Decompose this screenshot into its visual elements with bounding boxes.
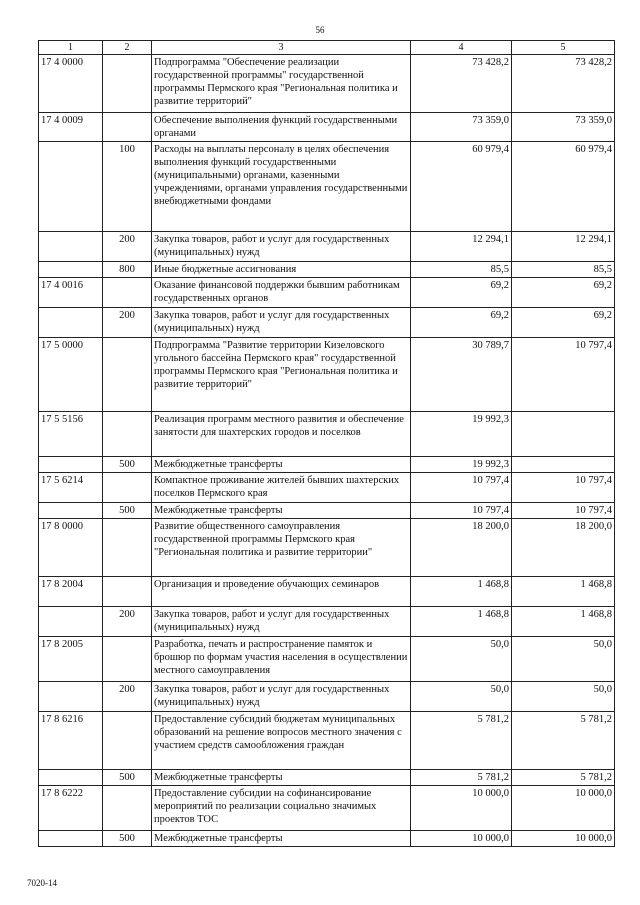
expense-type: [103, 519, 152, 577]
amount-col-5: 69,2: [512, 308, 615, 338]
target-code: 17 4 0000: [39, 55, 103, 113]
target-code: 17 8 0000: [39, 519, 103, 577]
item-name: Межбюджетные трансферты: [152, 457, 411, 473]
item-name: Иные бюджетные ассигнования: [152, 262, 411, 278]
amount-col-5: 5 781,2: [512, 712, 615, 770]
table-row: [39, 232, 615, 262]
target-code: [39, 831, 103, 847]
item-name: Закупка товаров, работ и услуг для государственных (муниципальных) нужд: [152, 232, 411, 262]
header-col-3: 3: [152, 41, 411, 55]
expense-type: 200: [103, 232, 152, 262]
amount-col-4: 60 979,4: [411, 142, 512, 232]
amount-col-5: 60 979,4: [512, 142, 615, 232]
table-row: [39, 473, 615, 503]
amount-col-4: 18 200,0: [411, 519, 512, 577]
amount-col-4: 10 797,4: [411, 473, 512, 503]
expense-type: 800: [103, 262, 152, 278]
target-code: [39, 503, 103, 519]
amount-col-5: 85,5: [512, 262, 615, 278]
footer-document-code: 7020-14: [27, 878, 57, 888]
page-number: 56: [315, 25, 325, 35]
header-col-5: 5: [512, 41, 615, 55]
item-name: Подпрограмма "Развитие территории Кизеловского угольного бассейна Пермского края" государственной программы Пермского края "Региональная политика и развитие территорий": [152, 338, 411, 412]
amount-col-4: 5 781,2: [411, 712, 512, 770]
expense-type: 200: [103, 607, 152, 637]
header-col-4: 4: [411, 41, 512, 55]
table-row: [39, 457, 615, 473]
target-code: 17 8 2004: [39, 577, 103, 607]
amount-col-4: 50,0: [411, 637, 512, 682]
table-row: [39, 682, 615, 712]
table-row: [39, 770, 615, 786]
target-code: [39, 457, 103, 473]
target-code: 17 8 2005: [39, 637, 103, 682]
target-code: [39, 607, 103, 637]
target-code: 17 8 6216: [39, 712, 103, 770]
amount-col-5: 12 294,1: [512, 232, 615, 262]
amount-col-4: 19 992,3: [411, 457, 512, 473]
header-col-2: 2: [103, 41, 152, 55]
item-name: Реализация программ местного развития и обеспечение занятости для шахтерских городов и поселков: [152, 412, 411, 457]
expense-type: 200: [103, 308, 152, 338]
item-name: Предоставление субсидий бюджетам муниципальных образований на решение вопросов местного значения с участием средств самообложения граждан: [152, 712, 411, 770]
amount-col-5: 10 797,4: [512, 338, 615, 412]
target-code: [39, 770, 103, 786]
table-row: [39, 607, 615, 637]
amount-col-4: 19 992,3: [411, 412, 512, 457]
table-row: [39, 831, 615, 847]
amount-col-5: 10 797,4: [512, 473, 615, 503]
target-code: [39, 262, 103, 278]
target-code: [39, 308, 103, 338]
table-row: [39, 338, 615, 412]
amount-col-4: 10 000,0: [411, 831, 512, 847]
item-name: Закупка товаров, работ и услуг для государственных (муниципальных) нужд: [152, 682, 411, 712]
expense-type: [103, 637, 152, 682]
table-row: [39, 786, 615, 831]
amount-col-5: 73 428,2: [512, 55, 615, 113]
amount-col-4: 85,5: [411, 262, 512, 278]
item-name: Межбюджетные трансферты: [152, 831, 411, 847]
amount-col-4: 73 428,2: [411, 55, 512, 113]
item-name: Подпрограмма "Обеспечение реализации государственной программы" государственной программы Пермского края "Региональная политика и развитие территорий": [152, 55, 411, 113]
table-row: [39, 278, 615, 308]
expense-type: 200: [103, 682, 152, 712]
table-row: [39, 412, 615, 457]
item-name: Организация и проведение обучающих семинаров: [152, 577, 411, 607]
item-name: Обеспечение выполнения функций государственными органами: [152, 113, 411, 142]
expense-type: [103, 338, 152, 412]
target-code: 17 5 5156: [39, 412, 103, 457]
amount-col-4: 1 468,8: [411, 577, 512, 607]
amount-col-5: 10 000,0: [512, 831, 615, 847]
expense-type: 100: [103, 142, 152, 232]
expense-type: 500: [103, 831, 152, 847]
table-row: [39, 637, 615, 682]
target-code: [39, 682, 103, 712]
amount-col-5: 50,0: [512, 682, 615, 712]
amount-col-4: 12 294,1: [411, 232, 512, 262]
expense-type: [103, 55, 152, 113]
expense-type: [103, 278, 152, 308]
target-code: [39, 142, 103, 232]
item-name: Компактное проживание жителей бывших шахтерских поселков Пермского края: [152, 473, 411, 503]
amount-col-5: [512, 412, 615, 457]
amount-col-4: 1 468,8: [411, 607, 512, 637]
amount-col-4: 69,2: [411, 278, 512, 308]
amount-col-5: [512, 457, 615, 473]
expense-type: [103, 473, 152, 503]
amount-col-5: 5 781,2: [512, 770, 615, 786]
table-row: [39, 503, 615, 519]
expense-type: 500: [103, 770, 152, 786]
expense-type: 500: [103, 503, 152, 519]
amount-col-5: 73 359,0: [512, 113, 615, 142]
expense-type: [103, 412, 152, 457]
table-row: [39, 142, 615, 232]
target-code: 17 4 0009: [39, 113, 103, 142]
table-header-row: [39, 41, 615, 55]
expense-type: [103, 712, 152, 770]
amount-col-4: 10 797,4: [411, 503, 512, 519]
item-name: Разработка, печать и распространение памяток и брошюр по формам участия населения в осуществлении местного самоуправления: [152, 637, 411, 682]
table-row: [39, 262, 615, 278]
amount-col-5: 18 200,0: [512, 519, 615, 577]
table-row: [39, 113, 615, 142]
amount-col-4: 73 359,0: [411, 113, 512, 142]
item-name: Закупка товаров, работ и услуг для государственных (муниципальных) нужд: [152, 607, 411, 637]
expense-type: [103, 113, 152, 142]
amount-col-5: 69,2: [512, 278, 615, 308]
target-code: [39, 232, 103, 262]
expense-type: [103, 786, 152, 831]
amount-col-5: 1 468,8: [512, 577, 615, 607]
expense-type: 500: [103, 457, 152, 473]
target-code: 17 8 6222: [39, 786, 103, 831]
target-code: 17 4 0016: [39, 278, 103, 308]
amount-col-4: 30 789,7: [411, 338, 512, 412]
amount-col-4: 69,2: [411, 308, 512, 338]
table-row: [39, 577, 615, 607]
item-name: Закупка товаров, работ и услуг для государственных (муниципальных) нужд: [152, 308, 411, 338]
budget-table: [38, 40, 615, 847]
expense-type: [103, 577, 152, 607]
target-code: 17 5 0000: [39, 338, 103, 412]
table-row: [39, 712, 615, 770]
item-name: Расходы на выплаты персоналу в целях обеспечения выполнения функций государственными (муниципальными) органами, казенными учреждениями, органами управления государственными внебюджетными фондами: [152, 142, 411, 232]
header-col-1: 1: [39, 41, 103, 55]
amount-col-4: 50,0: [411, 682, 512, 712]
target-code: 17 5 6214: [39, 473, 103, 503]
table-row: [39, 55, 615, 113]
item-name: Межбюджетные трансферты: [152, 503, 411, 519]
amount-col-5: 50,0: [512, 637, 615, 682]
amount-col-5: 10 797,4: [512, 503, 615, 519]
item-name: Межбюджетные трансферты: [152, 770, 411, 786]
amount-col-4: 10 000,0: [411, 786, 512, 831]
amount-col-4: 5 781,2: [411, 770, 512, 786]
table-row: [39, 519, 615, 577]
amount-col-5: 1 468,8: [512, 607, 615, 637]
item-name: Предоставление субсидии на софинансирование мероприятий по реализации социально значимых проектов ТОС: [152, 786, 411, 831]
item-name: Оказание финансовой поддержки бывшим работникам государственных органов: [152, 278, 411, 308]
amount-col-5: 10 000,0: [512, 786, 615, 831]
item-name: Развитие общественного самоуправления государственной программы Пермского края "Региональная политика и развитие территории": [152, 519, 411, 577]
table-row: [39, 308, 615, 338]
